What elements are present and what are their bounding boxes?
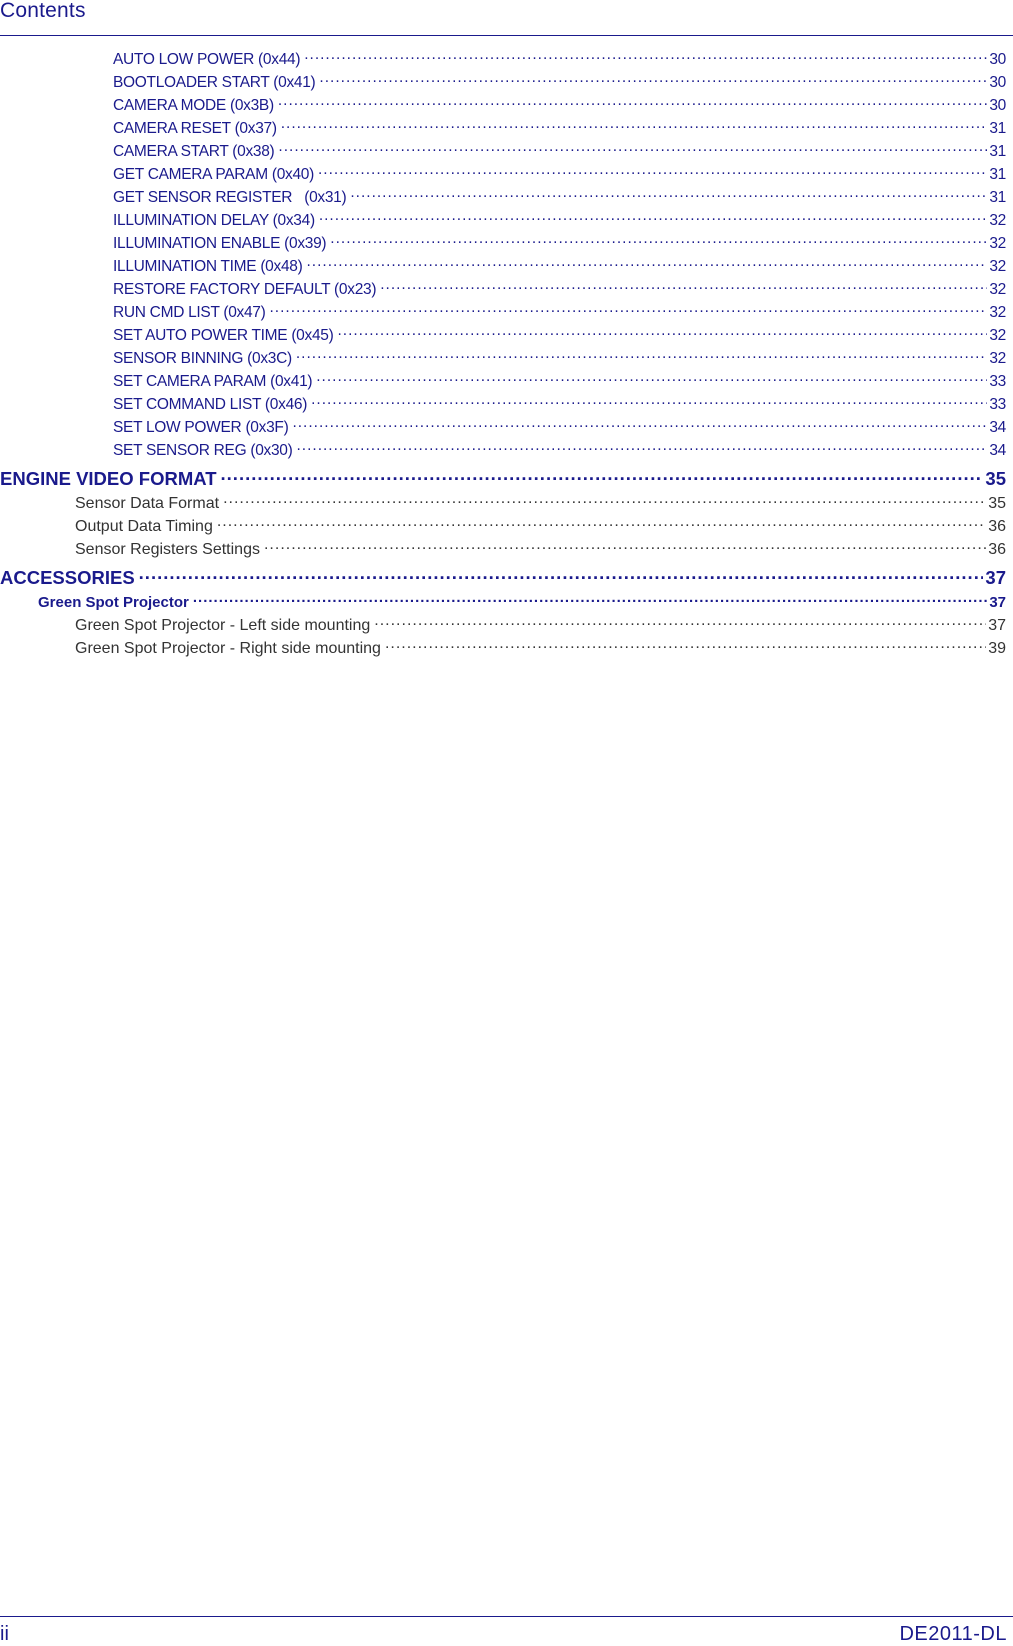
dot-leader <box>278 95 988 111</box>
toc-entry-auto-low-power[interactable] <box>0 48 1006 71</box>
toc-entry-page: 32 <box>989 350 1006 367</box>
dot-leader <box>296 440 987 456</box>
toc-entry-page: 33 <box>989 373 1006 390</box>
toc-chapter-page: 37 <box>985 567 1006 588</box>
dot-leader <box>270 302 988 318</box>
toc-entry-sensor-data-format[interactable] <box>0 492 1006 515</box>
dot-leader <box>292 417 987 433</box>
toc-entry-label: Sensor Data Format <box>75 495 220 512</box>
toc-entry-label: GET CAMERA PARAM (0x40) <box>113 166 314 183</box>
toc-entry-page: 35 <box>988 495 1006 512</box>
toc-entry-page: 36 <box>988 518 1006 535</box>
toc-chapter-accessories[interactable] <box>0 565 1006 591</box>
toc-entry-label: RUN CMD LIST (0x47) <box>113 304 266 321</box>
dot-leader <box>350 187 987 203</box>
dot-leader <box>217 515 986 531</box>
toc-entry-page: 32 <box>989 235 1006 252</box>
toc-entry-label: Sensor Registers Settings <box>75 541 260 558</box>
dot-leader <box>319 72 987 88</box>
toc-entry-label: SET LOW POWER (0x3F) <box>113 419 289 436</box>
footer-page-number: ii <box>0 1623 9 1645</box>
toc-entry-label: Green Spot Projector - Right side mounting <box>75 640 381 657</box>
toc-entry-green-spot-left[interactable] <box>0 614 1006 637</box>
toc-entry-label: Output Data Timing <box>75 518 213 535</box>
toc-section-label: Green Spot Projector <box>38 594 189 611</box>
dot-leader <box>281 118 988 134</box>
toc-entry-label: AUTO LOW POWER (0x44) <box>113 51 301 68</box>
toc-entry-page: 37 <box>988 617 1006 634</box>
dot-leader <box>221 467 984 486</box>
toc-entry-page: 34 <box>989 442 1006 459</box>
footer-divider <box>0 1616 1013 1617</box>
toc-entry-sensor-registers-settings[interactable] <box>0 538 1006 561</box>
toc-section-page: 37 <box>989 594 1006 611</box>
toc-entry-label: SET AUTO POWER TIME (0x45) <box>113 327 334 344</box>
dot-leader <box>316 371 987 387</box>
toc-section-green-spot-projector[interactable] <box>0 591 1006 614</box>
dot-leader <box>330 233 987 249</box>
toc-entry-camera-mode[interactable] <box>0 94 1006 117</box>
toc-entry-page: 39 <box>988 640 1006 657</box>
toc-chapter-label: ENGINE VIDEO FORMAT <box>0 468 217 489</box>
dot-leader <box>311 394 987 410</box>
dot-leader <box>139 566 984 585</box>
toc-entry-restore-factory-default[interactable] <box>0 278 1006 301</box>
toc-entry-bootloader-start[interactable] <box>0 71 1006 94</box>
dot-leader <box>296 348 987 364</box>
dot-leader <box>385 637 986 653</box>
toc-entry-page: 30 <box>989 51 1006 68</box>
toc-entry-output-data-timing[interactable] <box>0 515 1006 538</box>
toc-entry-label: CAMERA RESET (0x37) <box>113 120 277 137</box>
toc-entry-label: SET CAMERA PARAM (0x41) <box>113 373 313 390</box>
toc-chapter-page: 35 <box>985 468 1006 489</box>
toc-entry-get-camera-param[interactable] <box>0 163 1006 186</box>
dot-leader <box>223 492 986 508</box>
toc-entry-page: 31 <box>989 166 1006 183</box>
toc-entry-set-auto-power-time[interactable] <box>0 324 1006 347</box>
toc-entry-label: SET COMMAND LIST (0x46) <box>113 396 308 413</box>
toc-entry-run-cmd-list[interactable] <box>0 301 1006 324</box>
toc-chapter-engine-video-format[interactable] <box>0 466 1006 492</box>
toc-entry-label: ILLUMINATION DELAY (0x34) <box>113 212 315 229</box>
toc-entry-page: 36 <box>988 541 1006 558</box>
toc-entry-page: 31 <box>989 189 1006 206</box>
toc-entry-label: GET SENSOR REGISTER (0x31) <box>113 189 347 206</box>
toc-entry-green-spot-right[interactable] <box>0 637 1006 660</box>
dot-leader <box>380 279 987 295</box>
toc-entry-illumination-delay[interactable] <box>0 209 1006 232</box>
page-header-title: Contents <box>0 0 86 22</box>
dot-leader <box>319 210 988 226</box>
toc-entry-set-camera-param[interactable] <box>0 370 1006 393</box>
toc-entry-page: 33 <box>989 396 1006 413</box>
toc-entry-label: ILLUMINATION ENABLE (0x39) <box>113 235 327 252</box>
dot-leader <box>306 256 987 272</box>
toc-entry-label: BOOTLOADER START (0x41) <box>113 74 316 91</box>
footer-document-id: DE2011-DL <box>899 1623 1007 1645</box>
toc-entry-label: SENSOR BINNING (0x3C) <box>113 350 292 367</box>
toc-entry-page: 31 <box>989 120 1006 137</box>
toc-entry-camera-reset[interactable] <box>0 117 1006 140</box>
toc-entry-page: 31 <box>989 143 1006 160</box>
dot-leader <box>304 49 987 65</box>
toc-entry-set-low-power[interactable] <box>0 416 1006 439</box>
toc-entry-label: ILLUMINATION TIME (0x48) <box>113 258 303 275</box>
toc-entry-sensor-binning[interactable] <box>0 347 1006 370</box>
toc-entry-page: 32 <box>989 304 1006 321</box>
toc-entry-page: 30 <box>989 74 1006 91</box>
toc-entry-label: CAMERA MODE (0x3B) <box>113 97 274 114</box>
toc-entry-page: 32 <box>989 327 1006 344</box>
dot-leader <box>374 614 986 630</box>
dot-leader <box>264 538 986 554</box>
dot-leader <box>337 325 987 341</box>
table-of-contents <box>0 48 1006 660</box>
toc-entry-get-sensor-register[interactable] <box>0 186 1006 209</box>
toc-chapter-label: ACCESSORIES <box>0 567 135 588</box>
toc-entry-label: Green Spot Projector - Left side mounting <box>75 617 371 634</box>
toc-entry-page: 30 <box>989 97 1006 114</box>
toc-entry-label: RESTORE FACTORY DEFAULT (0x23) <box>113 281 377 298</box>
dot-leader <box>278 141 987 157</box>
toc-entry-page: 34 <box>989 419 1006 436</box>
toc-entry-page: 32 <box>989 258 1006 275</box>
toc-entry-set-sensor-reg[interactable] <box>0 439 1006 462</box>
toc-entry-set-command-list[interactable] <box>0 393 1006 416</box>
toc-entry-label: CAMERA START (0x38) <box>113 143 275 160</box>
toc-entry-page: 32 <box>989 281 1006 298</box>
toc-entry-camera-start[interactable] <box>0 140 1006 163</box>
header-divider <box>0 35 1013 36</box>
dot-leader <box>193 592 987 607</box>
toc-entry-illumination-time[interactable] <box>0 255 1006 278</box>
dot-leader <box>318 164 987 180</box>
toc-entry-label: SET SENSOR REG (0x30) <box>113 442 293 459</box>
toc-entry-illumination-enable[interactable] <box>0 232 1006 255</box>
toc-entry-page: 32 <box>989 212 1006 229</box>
